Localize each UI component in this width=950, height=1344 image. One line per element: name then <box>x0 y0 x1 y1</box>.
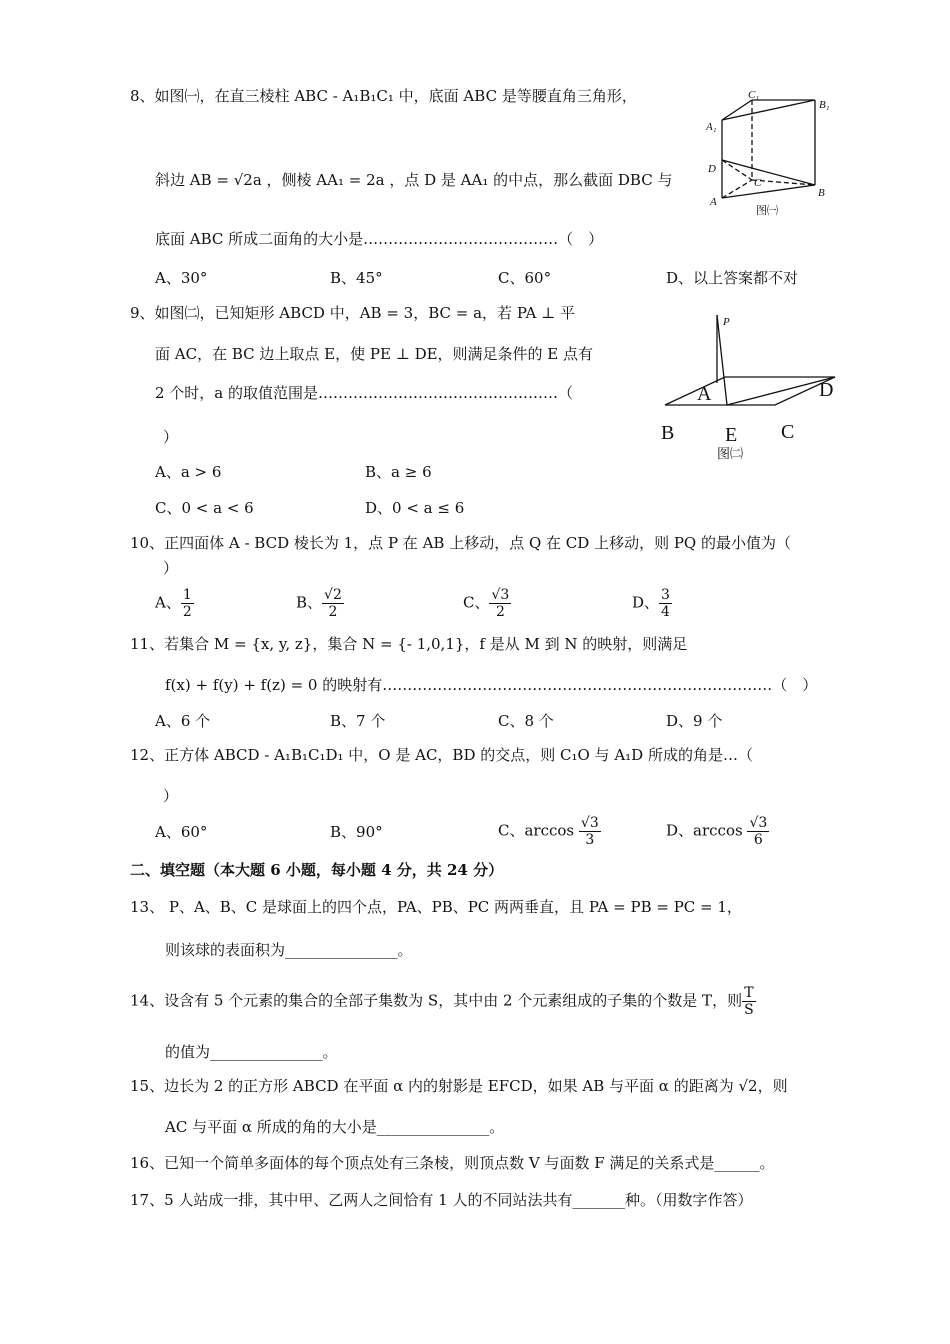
q10-frac-b: $\frac{√2}{2}$ <box>324 587 342 620</box>
q16-line-1: 16、已知一个简单多面体的每个顶点处有三条棱，则顶点数 V 与面数 F 满足的关系式是______。 <box>130 1154 775 1172</box>
fig2-caption: 图㈡ <box>717 446 744 461</box>
q9-option-a: A、a > 6 <box>155 463 222 481</box>
q9-line-2: 面 AC，在 BC 边上取点 E，使 PE ⊥ DE，则满足条件的 E 点有 <box>155 345 594 363</box>
q9-line-1: 9、如图㈡，已知矩形 ABCD 中，AB = 3，BC = a，若 PA ⊥ 平 <box>130 304 576 322</box>
fig1-label-a: A <box>710 196 717 208</box>
q9-option-c: C、0 < a < 6 <box>155 499 254 517</box>
fig2-label-c: C <box>781 421 795 443</box>
fig2-label-p: P <box>723 316 730 328</box>
q11-option-d: D、9 个 <box>666 712 723 730</box>
q9-line-3: 2 个时，a 的取值范围是…………………………………………（ <box>155 384 574 402</box>
q12-option-b: B、90° <box>330 823 383 841</box>
fig1-label-c1: C₁ <box>748 90 760 101</box>
q10-frac-d: $\frac{3}{4}$ <box>661 587 670 620</box>
q11-option-b: B、7 个 <box>330 712 386 730</box>
fig1-label-b: B <box>818 187 825 199</box>
q10-option-a: A、 $\frac{1}{2}$ <box>155 587 192 620</box>
q8-option-b: B、45° <box>330 269 383 287</box>
q12-option-d: D、arccos $\frac{√3}{6}$ <box>666 815 768 848</box>
fig1-label-c: C <box>754 177 762 189</box>
q15-line-1: 15、边长为 2 的正方形 ABCD 在平面 α 内的射影是 EFCD，如果 AB 与平面 α 的距离为 √2，则 <box>130 1077 788 1095</box>
q10-option-d: D、 $\frac{3}{4}$ <box>632 587 670 620</box>
q8-option-a: A、30° <box>155 269 208 287</box>
q11-line-2: f(x) + f(y) + f(z) = 0 的映射有……………………………………………………………………（ ） <box>165 676 818 694</box>
fig2-label-d: D <box>819 379 834 401</box>
q12-option-c: C、arccos $\frac{√3}{3}$ <box>498 815 599 848</box>
q12-frac-d: $\frac{√3}{6}$ <box>749 815 768 848</box>
fig1-label-a1: A₁ <box>706 121 717 133</box>
q8-line-1: 8、如图㈠，在直三棱柱 ABC - A₁B₁C₁ 中，底面 ABC 是等腰直角三角形， <box>130 87 637 105</box>
q14-frac: $\frac{T}{S}$ <box>744 985 754 1018</box>
q10-line-2: ） <box>163 559 179 577</box>
fig1-label-b1: B₁ <box>819 99 830 111</box>
fig1-label-d: D <box>708 163 716 175</box>
q10-option-b: B、 $\frac{√2}{2}$ <box>296 587 342 620</box>
q8-option-d: D、以上答案都不对 <box>666 269 799 287</box>
figure-1-prism <box>700 90 850 225</box>
q11-option-a: A、6 个 <box>155 712 211 730</box>
q10-frac-c: $\frac{√3}{2}$ <box>491 587 510 620</box>
q12-line-2: ） <box>163 787 179 805</box>
section-2-heading: 二、填空题（本大题 6 小题，每小题 4 分，共 24 分） <box>130 861 504 879</box>
fig1-caption: 图㈠ <box>756 205 778 217</box>
q15-line-2: AC 与平面 α 所成的角的大小是_______________。 <box>165 1118 505 1136</box>
q9-option-b: B、a ≥ 6 <box>365 463 432 481</box>
q11-option-c: C、8 个 <box>498 712 554 730</box>
q10-frac-a: $\frac{1}{2}$ <box>182 587 192 620</box>
q13-line-2: 则该球的表面积为_______________。 <box>165 941 413 959</box>
q8-option-c: C、60° <box>498 269 552 287</box>
q9-option-d: D、0 < a ≤ 6 <box>365 499 465 517</box>
q11-line-1: 11、若集合 M = {x, y, z}，集合 N = {- 1,0,1}，f 是从 M 到 N 的映射，则满足 <box>130 635 688 653</box>
q17-line-1: 17、5 人站成一排，其中甲、乙两人之间恰有 1 人的不同站法共有_______种。（用数字作答） <box>130 1191 753 1209</box>
q13-line-1: 13、 P、A、B、C 是球面上的四个点，PA、PB、PC 两两垂直，且 PA = PB = PC = 1， <box>130 898 742 916</box>
q8-line-2: 斜边 AB = √2a ，侧棱 AA₁ = 2a ，点 D 是 AA₁ 的中点，那么截面 DBC 与 <box>155 171 673 189</box>
figure-2-rectangle <box>655 305 845 465</box>
q12-frac-c: $\frac{√3}{3}$ <box>580 815 599 848</box>
q12-line-1: 12、正方体 ABCD - A₁B₁C₁D₁ 中，O 是 AC，BD 的交点，则 C₁O 与 A₁D 所成的角是…（ <box>130 746 753 764</box>
q14-line-2: 的值为_______________。 <box>165 1043 338 1061</box>
q10-option-c: C、 $\frac{√3}{2}$ <box>463 587 510 620</box>
fig2-label-e: E <box>725 424 738 446</box>
q12-option-a: A、60° <box>155 823 208 841</box>
q14-line-1: 14、设含有 5 个元素的集合的全部子集数为 S，其中由 2 个元素组成的子集的个数是 T，则 $\frac{T}{S}$ <box>130 985 754 1018</box>
fig2-label-b: B <box>661 422 675 444</box>
q9-line-4: ） <box>163 428 179 446</box>
fig2-label-a: A <box>697 383 712 405</box>
q10-line-1: 10、正四面体 A - BCD 棱长为 1，点 P 在 AB 上移动，点 Q 在 CD 上移动，则 PQ 的最小值为（ <box>130 534 791 552</box>
q8-line-3: 底面 ABC 所成二面角的大小是…………………………………（ ） <box>155 230 604 248</box>
